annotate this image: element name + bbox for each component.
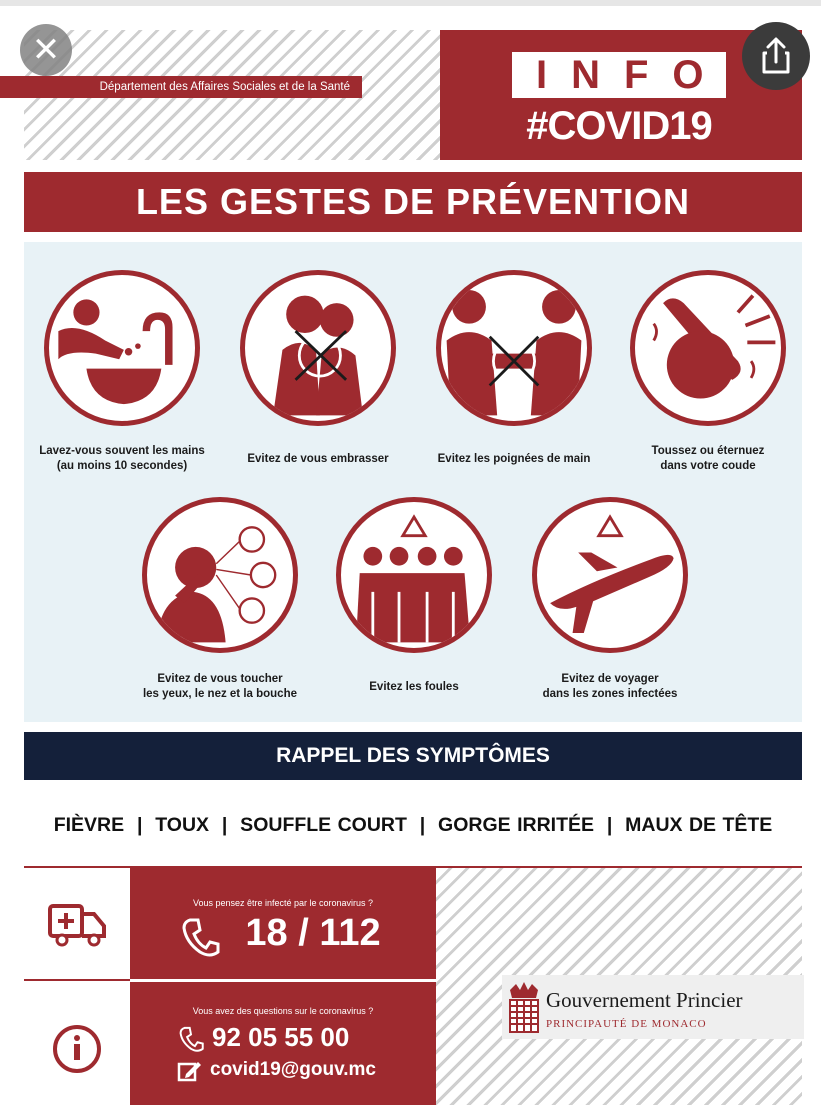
info-number[interactable]: 92 05 55 00 xyxy=(212,1022,350,1052)
department-label: Département des Affaires Sociales et de la Santé xyxy=(0,76,362,98)
phone-small-icon xyxy=(176,1024,208,1056)
airplane-icon xyxy=(532,497,688,653)
info-cell xyxy=(24,981,130,1105)
contact-box-divider xyxy=(130,979,436,982)
gesture-caption-1: Lavez-vous souvent les mains (au moins 10 secondes) xyxy=(39,445,205,472)
info-label: INFO xyxy=(512,52,726,98)
handwashing-icon xyxy=(44,270,200,426)
no-face-touch-icon xyxy=(142,497,298,653)
share-button[interactable] xyxy=(742,22,810,90)
symptoms-list: FIÈVRE | TOUX | SOUFFLE COURT | GORGE IRRITÉE | MAUX DE TÊTE xyxy=(53,814,773,836)
gesture-caption-5: Evitez de vous toucher les yeux, le nez et la bouche xyxy=(142,673,298,700)
emergency-number[interactable]: 18 / 112 xyxy=(245,912,381,954)
gesture-caption-4: Toussez ou éternuez dans votre coude xyxy=(651,445,765,472)
page-title: LES GESTES DE PRÉVENTION xyxy=(24,172,802,232)
close-button[interactable] xyxy=(20,24,72,76)
gesture-caption-6: Evitez les foules xyxy=(369,681,459,693)
ambulance-cell xyxy=(24,868,130,979)
gesture-caption-7: Evitez de voyager dans les zones infectées xyxy=(542,673,678,700)
ambulance-icon xyxy=(24,868,130,979)
government-name: Gouvernement Princier xyxy=(546,988,743,1012)
info-question: Vous avez des questions sur le coronavirus ? xyxy=(192,1006,374,1016)
no-handshake-icon xyxy=(436,270,592,426)
cough-elbow-icon xyxy=(630,270,786,426)
crown-logo xyxy=(506,980,542,1034)
edit-icon xyxy=(176,1058,204,1086)
gesture-caption-2: Evitez de vous embrasser xyxy=(247,453,389,465)
emergency-question: Vous pensez être infecté par le coronavirus ? xyxy=(192,898,374,908)
covid-hashtag: #COVID19 xyxy=(526,104,712,148)
share-icon xyxy=(742,22,810,90)
info-icon xyxy=(24,981,130,1105)
email-link[interactable]: covid19@gouv.mc xyxy=(210,1059,376,1080)
top-edge xyxy=(0,0,821,6)
no-kissing-icon xyxy=(240,270,396,426)
crowd-icon xyxy=(336,497,492,653)
government-subtitle: PRINCIPAUTÉ DE MONACO xyxy=(546,1018,707,1030)
symptoms-title: RAPPEL DES SYMPTÔMES xyxy=(24,732,802,780)
close-icon: ✕ xyxy=(31,31,61,69)
gesture-caption-3: Evitez les poignées de main xyxy=(437,453,591,465)
